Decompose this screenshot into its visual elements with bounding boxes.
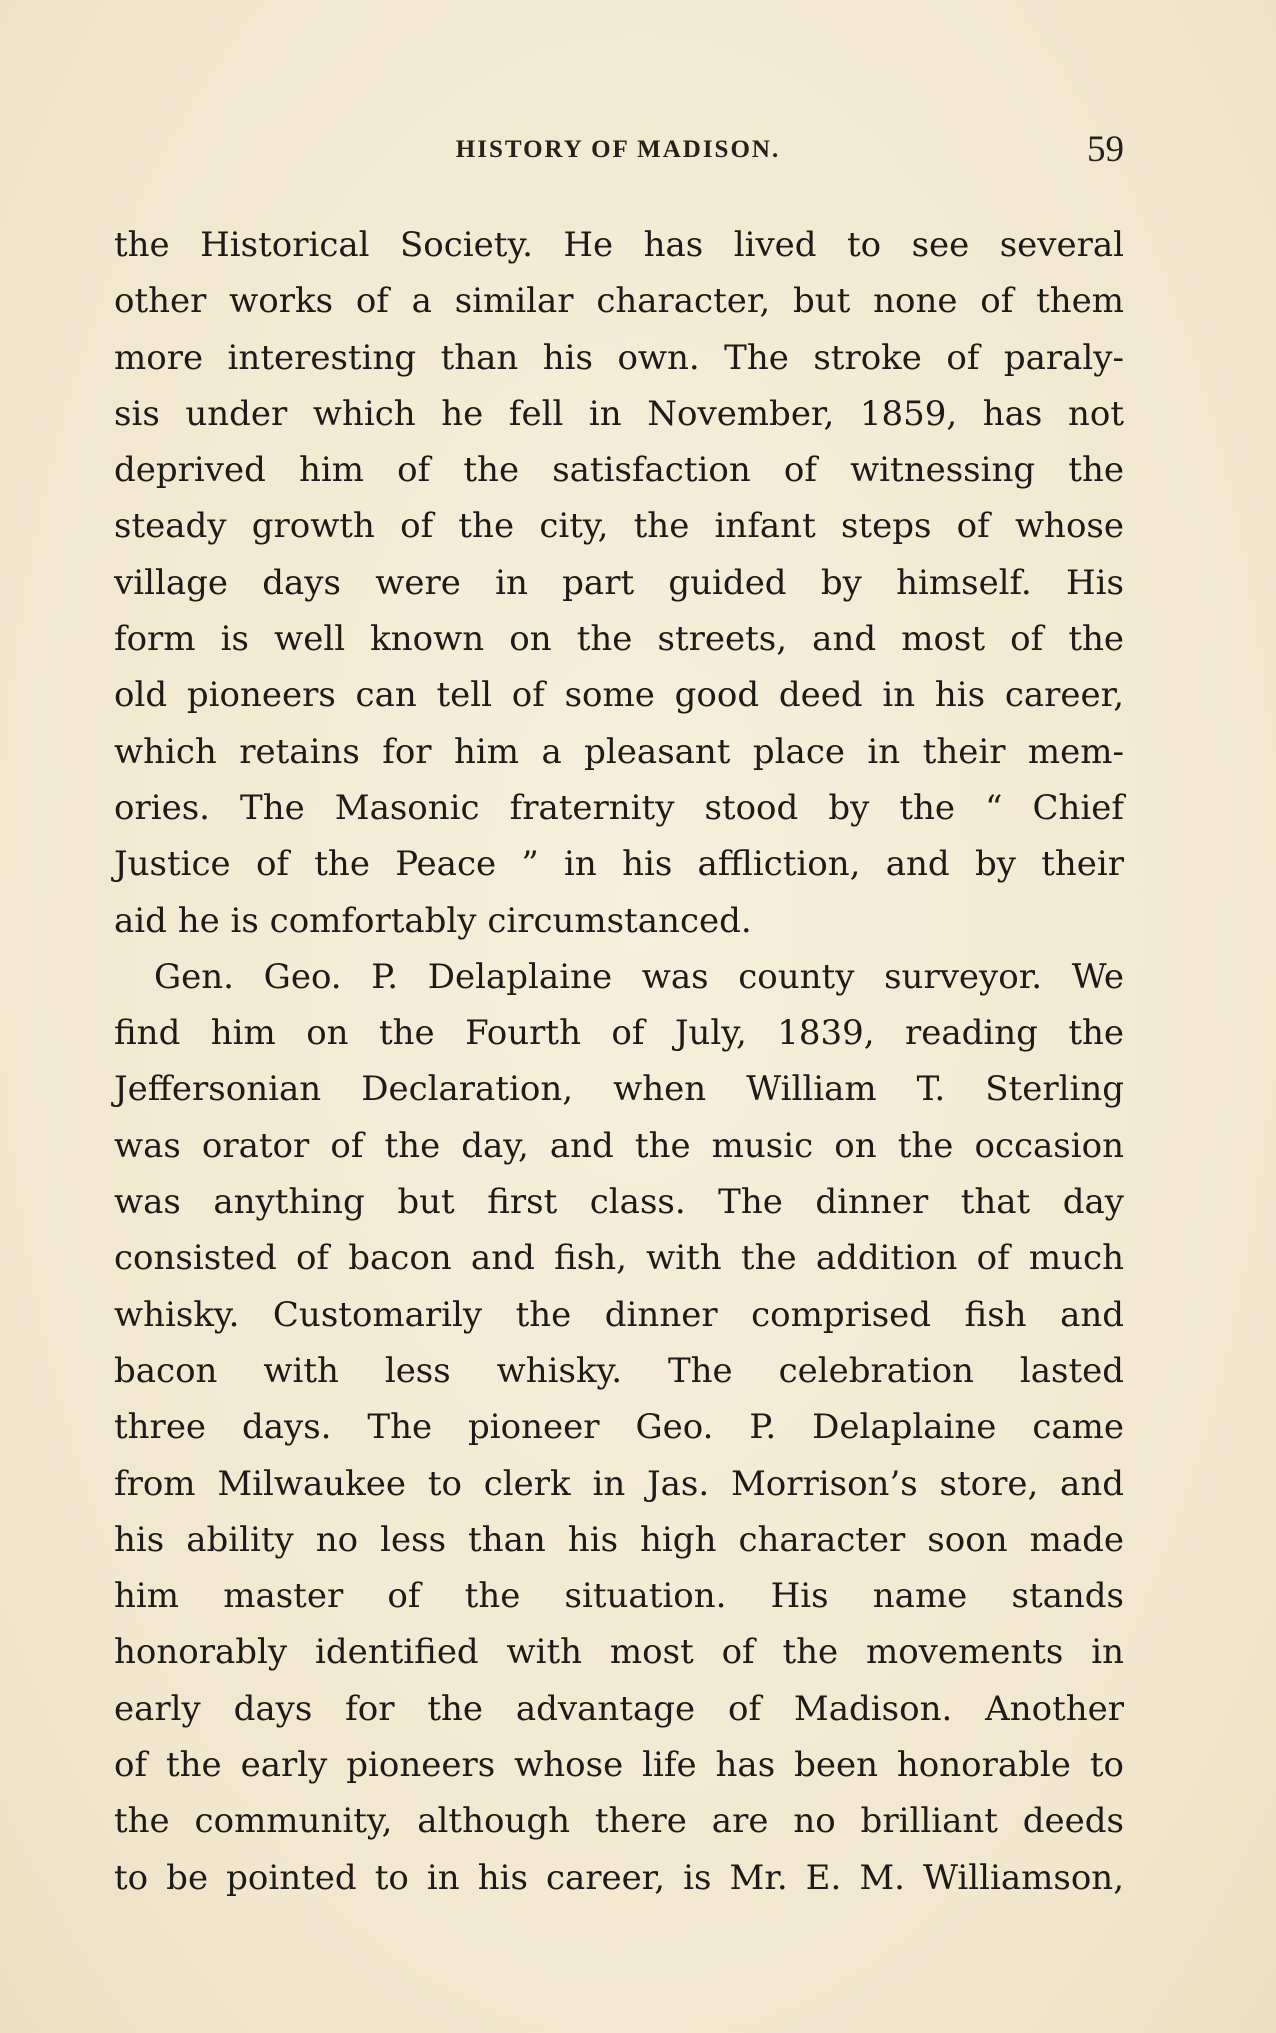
text-line: was orator of the day, and the music on the occasion bbox=[114, 1125, 1124, 1166]
text-line: find him on the Fourth of July, 1839, reading the bbox=[114, 1013, 1124, 1054]
text-line: was anything but first class. The dinner that day bbox=[114, 1182, 1124, 1223]
text-line: aid he is comfortably circumstanced. bbox=[114, 900, 752, 941]
text-line: deprived him of the satisfaction of witnessing the bbox=[114, 450, 1124, 491]
text-line: form is well known on the streets, and most of the bbox=[114, 619, 1124, 660]
text-line: three days. The pioneer Geo. P. Delaplaine came bbox=[114, 1407, 1124, 1448]
running-title: HISTORY OF MADISON. bbox=[455, 136, 781, 163]
text-line: whisky. Customarily the dinner comprised fish and bbox=[114, 1294, 1124, 1335]
text-line: ories. The Masonic fraternity stood by the “ Chief bbox=[114, 787, 1124, 828]
text-line: the Historical Society. He has lived to see several bbox=[114, 225, 1124, 265]
text-line: Justice of the Peace ” in his affliction, and by their bbox=[114, 844, 1124, 885]
text-line: steady growth of the city, the infant steps of whose bbox=[114, 506, 1124, 547]
text-line: bacon with less whisky. The celebration lasted bbox=[114, 1350, 1124, 1391]
text-line: village days were in part guided by himself. His bbox=[114, 562, 1124, 603]
text-line: early days for the advantage of Madison. Another bbox=[114, 1688, 1124, 1729]
text-line: other works of a similar character, but none of them bbox=[114, 281, 1124, 322]
text-line: him master of the situation. His name stands bbox=[114, 1576, 1124, 1617]
text-line: Jeffersonian Declaration, when William T. Sterling bbox=[114, 1069, 1124, 1110]
page-number: 59 bbox=[1087, 129, 1124, 170]
text-line: the community, although there are no brilliant deeds bbox=[114, 1801, 1124, 1842]
running-head bbox=[112, 128, 1124, 168]
text-line: from Milwaukee to clerk in Jas. Morrison’s store, and bbox=[114, 1463, 1124, 1504]
text-line: to be pointed to in his career, is Mr. E. M. Williamson, bbox=[114, 1857, 1124, 1898]
body-text bbox=[114, 217, 1124, 1906]
text-line: consisted of bacon and fish, with the addition of much bbox=[114, 1238, 1124, 1279]
text-line: honorably identified with most of the movements in bbox=[114, 1632, 1124, 1673]
text-line: old pioneers can tell of some good deed in his career, bbox=[114, 675, 1124, 716]
text-line: which retains for him a pleasant place in their mem- bbox=[114, 731, 1124, 772]
text-line: of the early pioneers whose life has been honorable to bbox=[114, 1745, 1124, 1786]
text-line: Gen. Geo. P. Delaplaine was county surveyor. We bbox=[154, 956, 1124, 997]
text-line: his ability no less than his high character soon made bbox=[114, 1519, 1124, 1560]
text-line: more interesting than his own. The stroke of paraly- bbox=[114, 337, 1124, 378]
text-line: sis under which he fell in November, 1859, has not bbox=[114, 393, 1124, 434]
